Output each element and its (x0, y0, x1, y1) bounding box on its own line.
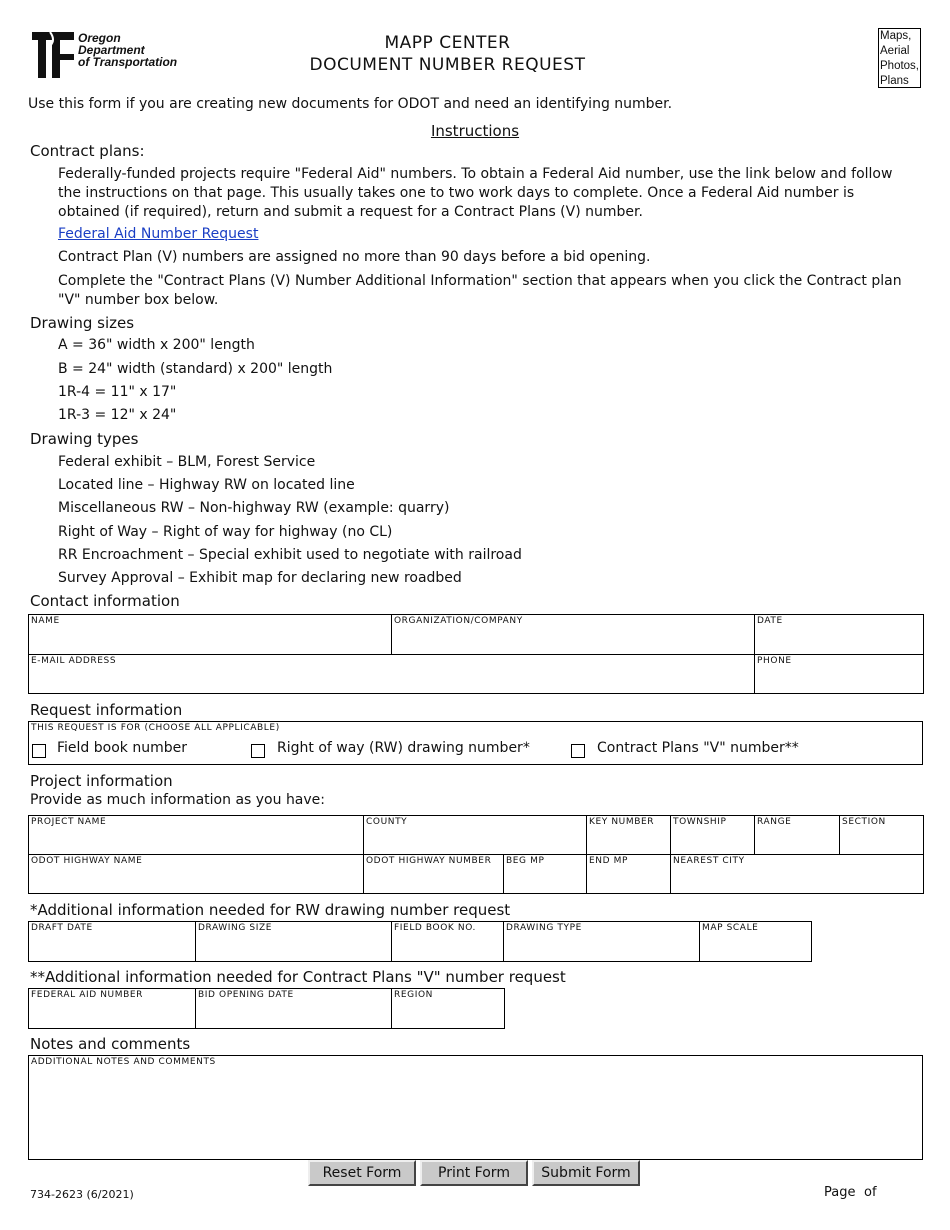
end-mp-input[interactable] (589, 867, 668, 889)
township-cell (671, 816, 755, 855)
drawing-type-label: DRAWING TYPE (506, 923, 582, 933)
federal-aid-cell (29, 989, 196, 1029)
phone-label: PHONE (757, 656, 792, 666)
project-name-cell (29, 816, 364, 855)
contract-v-label: Contract Plans "V" number** (597, 740, 799, 756)
phone-cell (755, 655, 924, 694)
drawing-size-cell (196, 922, 392, 962)
org-cell (392, 615, 755, 655)
rw-drawing-checkbox[interactable] (251, 744, 265, 758)
logo-line-2: Department (78, 43, 145, 57)
type-item: Right of Way – Right of way for highway (no CL) (58, 524, 393, 540)
project-name-input[interactable] (31, 828, 361, 850)
section-input[interactable] (842, 828, 921, 850)
category-line-3: Photos, (880, 60, 919, 72)
field-book-no-label: FIELD BOOK NO. (394, 923, 476, 933)
key-number-cell (587, 816, 671, 855)
type-item: Survey Approval – Exhibit map for declaring new roadbed (58, 570, 462, 586)
request-heading: Request information (30, 701, 183, 719)
category-line-2: Aerial (880, 45, 910, 57)
reset-form-button[interactable]: Reset Form (308, 1160, 416, 1186)
drawing-types-heading: Drawing types (30, 430, 139, 448)
phone-input[interactable] (757, 667, 921, 689)
contract-para-2: Contract Plan (V) numbers are assigned no more than 90 days before a bid opening. (58, 249, 651, 265)
field-book-cell (392, 922, 504, 962)
section-cell (840, 816, 924, 855)
size-item: 1R-3 = 12" x 24" (58, 407, 177, 423)
project-heading: Project information (30, 772, 173, 790)
drawing-type-input[interactable] (506, 934, 697, 956)
key-number-input[interactable] (589, 828, 668, 850)
end-mp-label: END MP (589, 856, 629, 866)
rw-drawing-label: Right of way (RW) drawing number* (277, 740, 530, 756)
project-table (28, 815, 924, 894)
bid-date-label: BID OPENING DATE (198, 990, 294, 1000)
bid-date-input[interactable] (198, 1001, 389, 1023)
map-scale-cell (700, 922, 812, 962)
region-cell (392, 989, 505, 1029)
request-label: THIS REQUEST IS FOR (CHOOSE ALL APPLICABLE) (31, 723, 280, 733)
size-item: 1R-4 = 11" x 17" (58, 384, 177, 400)
name-input[interactable] (31, 627, 389, 649)
nearest-city-cell (671, 855, 924, 894)
intro-text: Use this form if you are creating new documents for ODOT and need an identifying number. (28, 96, 673, 112)
size-item: A = 36" width x 200" length (58, 337, 255, 353)
category-line-1: Maps, (880, 30, 912, 42)
draft-date-input[interactable] (31, 934, 193, 956)
draft-date-cell (29, 922, 196, 962)
nearest-city-input[interactable] (673, 867, 921, 889)
draft-date-label: DRAFT DATE (31, 923, 93, 933)
project-subheading: Provide as much information as you have: (30, 792, 326, 808)
region-label: REGION (394, 990, 433, 1000)
logo-text (78, 32, 177, 68)
contract-plans-heading: Contract plans: (30, 142, 145, 160)
beg-mp-cell (504, 855, 587, 894)
type-item: Miscellaneous RW – Non-highway RW (example: quarry) (58, 500, 450, 516)
notes-label: ADDITIONAL NOTES AND COMMENTS (31, 1057, 216, 1067)
hwy-name-label: ODOT HIGHWAY NAME (31, 856, 143, 866)
rw-table (28, 921, 812, 962)
v-table (28, 988, 505, 1029)
type-item: RR Encroachment – Special exhibit used to negotiate with railroad (58, 547, 522, 563)
page-of-label: of (864, 1185, 877, 1200)
map-scale-input[interactable] (702, 934, 809, 956)
end-mp-cell (587, 855, 671, 894)
page-title-line-2: DOCUMENT NUMBER REQUEST (309, 55, 586, 75)
federal-aid-link[interactable]: Federal Aid Number Request (58, 226, 259, 242)
notes-box (28, 1055, 923, 1160)
odot-logo (30, 30, 200, 80)
email-input[interactable] (31, 667, 752, 689)
print-form-button[interactable]: Print Form (420, 1160, 528, 1186)
contract-v-checkbox[interactable] (571, 744, 585, 758)
field-book-checkbox[interactable] (32, 744, 46, 758)
odot-logo-icon (30, 30, 76, 80)
bid-date-cell (196, 989, 392, 1029)
submit-form-button[interactable]: Submit Form (532, 1160, 640, 1186)
field-book-input[interactable] (394, 934, 501, 956)
name-label: NAME (31, 616, 60, 626)
field-book-label: Field book number (57, 740, 187, 756)
beg-mp-input[interactable] (506, 867, 584, 889)
page-title-line-1: MAPP CENTER (384, 33, 511, 53)
range-cell (755, 816, 840, 855)
drawing-size-input[interactable] (198, 934, 389, 956)
contract-para-3: Complete the "Contract Plans (V) Number Additional Information" section that appears when you click the Contract plan "V" number box below. (58, 273, 902, 308)
org-input[interactable] (394, 627, 752, 649)
federal-aid-label: FEDERAL AID NUMBER (31, 990, 144, 1000)
date-cell (755, 615, 924, 655)
hwy-name-input[interactable] (31, 867, 361, 889)
region-input[interactable] (394, 1001, 502, 1023)
hwy-number-cell (364, 855, 504, 894)
rw-heading: *Additional information needed for RW drawing number request (30, 901, 511, 919)
beg-mp-label: BEG MP (506, 856, 545, 866)
range-input[interactable] (757, 828, 837, 850)
notes-textarea[interactable] (31, 1070, 922, 1160)
nearest-city-label: NEAREST CITY (673, 856, 745, 866)
logo-line-3: of Transportation (78, 55, 178, 69)
form-number: 734-2623 (6/2021) (30, 1188, 134, 1201)
hwy-number-input[interactable] (366, 867, 501, 889)
email-label: E-MAIL ADDRESS (31, 656, 117, 666)
request-box (28, 721, 923, 765)
hwy-number-label: ODOT HIGHWAY NUMBER (366, 856, 492, 866)
map-scale-label: MAP SCALE (702, 923, 759, 933)
contact-heading: Contact information (30, 592, 180, 610)
hwy-name-cell (29, 855, 364, 894)
email-cell (29, 655, 755, 694)
project-name-label: PROJECT NAME (31, 817, 107, 827)
contract-para-1: Federally-funded projects require "Federal Aid" numbers. To obtain a Federal Aid number, use the link below and follow the instructions on that page. This usually takes one to two work days to complete. Once a Federal Aid number is obtained (if required), return and submit a request for a Contract Plans (V) number. (58, 166, 893, 220)
drawing-sizes-heading: Drawing sizes (30, 314, 135, 332)
name-cell (29, 615, 392, 655)
category-box (878, 28, 921, 88)
federal-aid-input[interactable] (31, 1001, 193, 1023)
org-label: ORGANIZATION/COMPANY (394, 616, 523, 626)
drawing-size-label: DRAWING SIZE (198, 923, 273, 933)
key-number-label: KEY NUMBER (589, 817, 655, 827)
county-input[interactable] (366, 828, 584, 850)
county-cell (364, 816, 587, 855)
size-item: B = 24" width (standard) x 200" length (58, 361, 333, 377)
notes-heading: Notes and comments (30, 1035, 191, 1053)
range-label: RANGE (757, 817, 792, 827)
date-label: DATE (757, 616, 783, 626)
township-input[interactable] (673, 828, 752, 850)
type-item: Federal exhibit – BLM, Forest Service (58, 454, 316, 470)
contact-table (28, 614, 924, 694)
drawing-type-cell (504, 922, 700, 962)
category-line-4: Plans (880, 75, 909, 87)
section-label: SECTION (842, 817, 886, 827)
logo-line-1: Oregon (78, 31, 121, 45)
county-label: COUNTY (366, 817, 408, 827)
page-label: Page (824, 1185, 856, 1200)
township-label: TOWNSHIP (673, 817, 727, 827)
instructions-heading: Instructions (430, 122, 520, 140)
type-item: Located line – Highway RW on located line (58, 477, 355, 493)
v-heading: **Additional information needed for Contract Plans "V" number request (30, 968, 566, 986)
date-input[interactable] (757, 627, 921, 649)
